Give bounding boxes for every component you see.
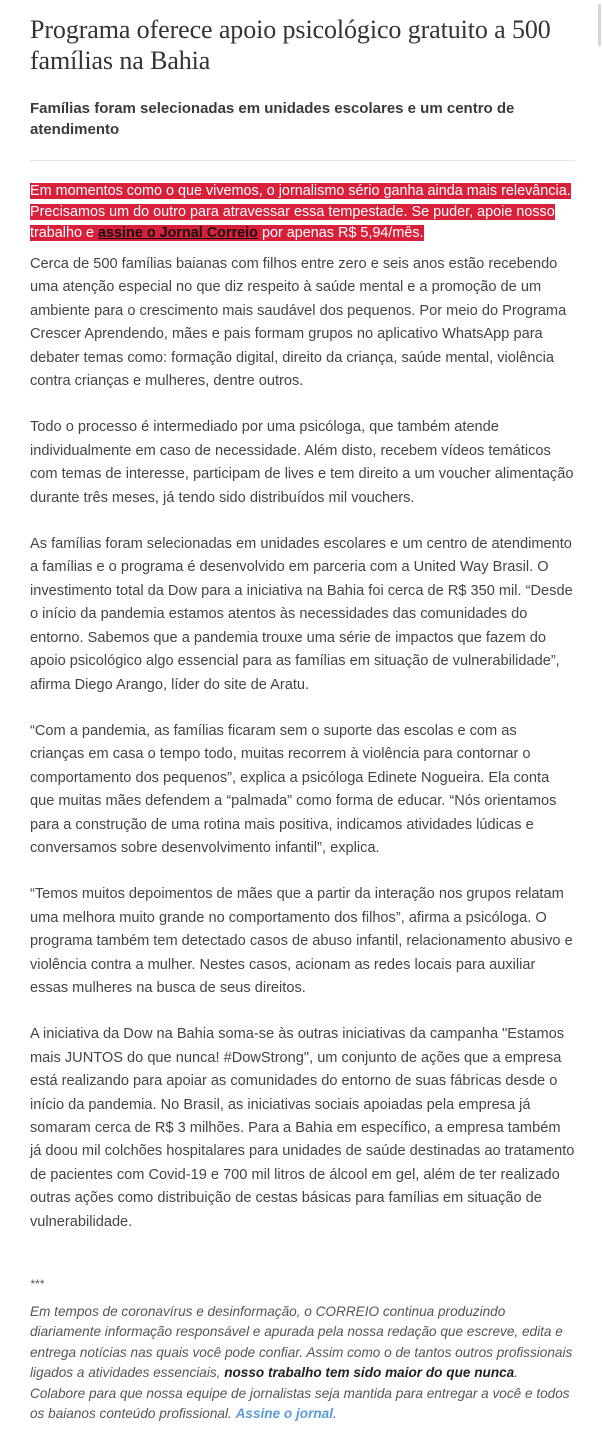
- article-paragraph: Cerca de 500 famílias baianas com filhos entre zero e seis anos estão recebendo uma atenção especial no que diz respeito à saúde mental e a promoção de um ambiente para o crescimento mais saudável dos pequenos. Por meio do Programa Crescer Aprendendo, mães e pais formam grupos no aplicativo WhatsApp para debater temas como: formação digital, direito da criança, saúde mental, violência contra crianças e mulheres, dentre outros.: [30, 256, 567, 390]
- subscribe-link[interactable]: assine o Jornal Correio: [98, 225, 258, 241]
- article-paragraph: “Temos muitos depoimentos de mães que a partir da interação nos grupos relatam uma melhora muito grande no comportamento dos filhos”, afirma a psicóloga. O programa também tem detectado casos de abuso infantil, relacionamento abusivo e violência contra a mulher. Nestes casos, acionam as redes locais para auxiliar essas mulheres na busca de seus direitos.: [30, 886, 573, 996]
- scrollbar-thumb[interactable]: [598, 4, 601, 46]
- promo-highlight: [30, 183, 571, 241]
- article: [30, 0, 575, 1424]
- footer-text-middle: . Colabore para que nossa equipe de jornalistas seja mantida para entregar a você e todos os baianos conteúdo profissional.: [30, 1365, 570, 1422]
- article-paragraph: As famílias foram selecionadas em unidades escolares e um centro de atendimento a famílias e o programa é desenvolvido em parceria com a United Way Brasil. O investimento total da Dow para a iniciativa na Bahia foi cerca de R$ 350 mil. “Desde o início da pandemia estamos atentos às necessidades das comunidades do entorno. Sabemos que a pandemia trouxe uma série de impactos que fazem do apoio psicológico algo essencial para as famílias em situação de vulnerabilidade”, afirma Diego Arango, líder do site de Aratu.: [30, 536, 573, 693]
- footer-note: [30, 1302, 575, 1424]
- subscription-promo: [30, 181, 575, 244]
- footer-text-before: Em tempos de coronavírus e desinformação, o CORREIO continua produzindo diariamente informação responsável e apurada pela nossa redação que escreve, edita e entrega notícias nas quais você pode confiar. Assim como o de tantos outros profissionais ligados a atividades essenciais,: [30, 1304, 573, 1381]
- article-paragraph: Todo o processo é intermediado por uma psicóloga, que também atende individualmente em caso de necessidade. Além disto, recebem vídeos temáticos com temas de interesse, participam de lives e tem direito a um voucher alimentação durante três meses, já tendo sido distribuídos mil vouchers.: [30, 419, 574, 506]
- article-paragraph: A iniciativa da Dow na Bahia soma-se às outras iniciativas da campanha "Estamos mais JUNTOS do que nunca! #DowStrong", um conjunto de ações que a empresa está realizando para apoiar as comunidades do entorno de suas fábricas desde o início da pandemia. No Brasil, as iniciativas sociais apoiadas pela empresa já somaram cerca de R$ 3 milhões. Para a Bahia em específico, a empresa também já doou mil colchões hospitalares para unidades de saúde destinadas ao tratamento de pacientes com Covid-19 e 700 mil litros de álcool em gel, além de ter realizado outras ações como distribuição de cestas básicas para famílias em situação de vulnerabilidade.: [30, 1026, 575, 1230]
- promo-text-before: Em momentos como o que vivemos, o jornalismo sério ganha ainda mais relevância. Precisamos um do outro para atravessar essa tempestade. Se puder, apoie nosso trabalho e: [30, 183, 571, 241]
- subscribe-footer-link[interactable]: Assine o jornal: [235, 1406, 334, 1422]
- promo-text-after: por apenas R$ 5,94/mês.: [257, 225, 424, 241]
- article-title: Programa oferece apoio psicológico gratuito a 500 famílias na Bahia: [30, 15, 551, 75]
- footer-bold-text: nosso trabalho tem sido maior do que nunca: [224, 1365, 515, 1381]
- separator: ***: [30, 1277, 45, 1292]
- article-subtitle: Famílias foram selecionadas em unidades escolares e um centro de atendimento: [30, 100, 515, 138]
- footer-text-after: .: [333, 1406, 337, 1422]
- divider: [30, 160, 575, 161]
- article-paragraph: “Com a pandemia, as famílias ficaram sem o suporte das escolas e com as crianças em casa o tempo todo, muitas recorrem à violência para contornar o comportamento dos pequenos”, explica a psicóloga Edinete Nogueira. Ela conta que muitas mães defendem a “palmada” como forma de educar. “Nós orientamos para a construção de uma rotina mais positiva, indicamos atividades lúdicas e conversamos sobre desenvolvimento infantil”, explica.: [30, 722, 557, 856]
